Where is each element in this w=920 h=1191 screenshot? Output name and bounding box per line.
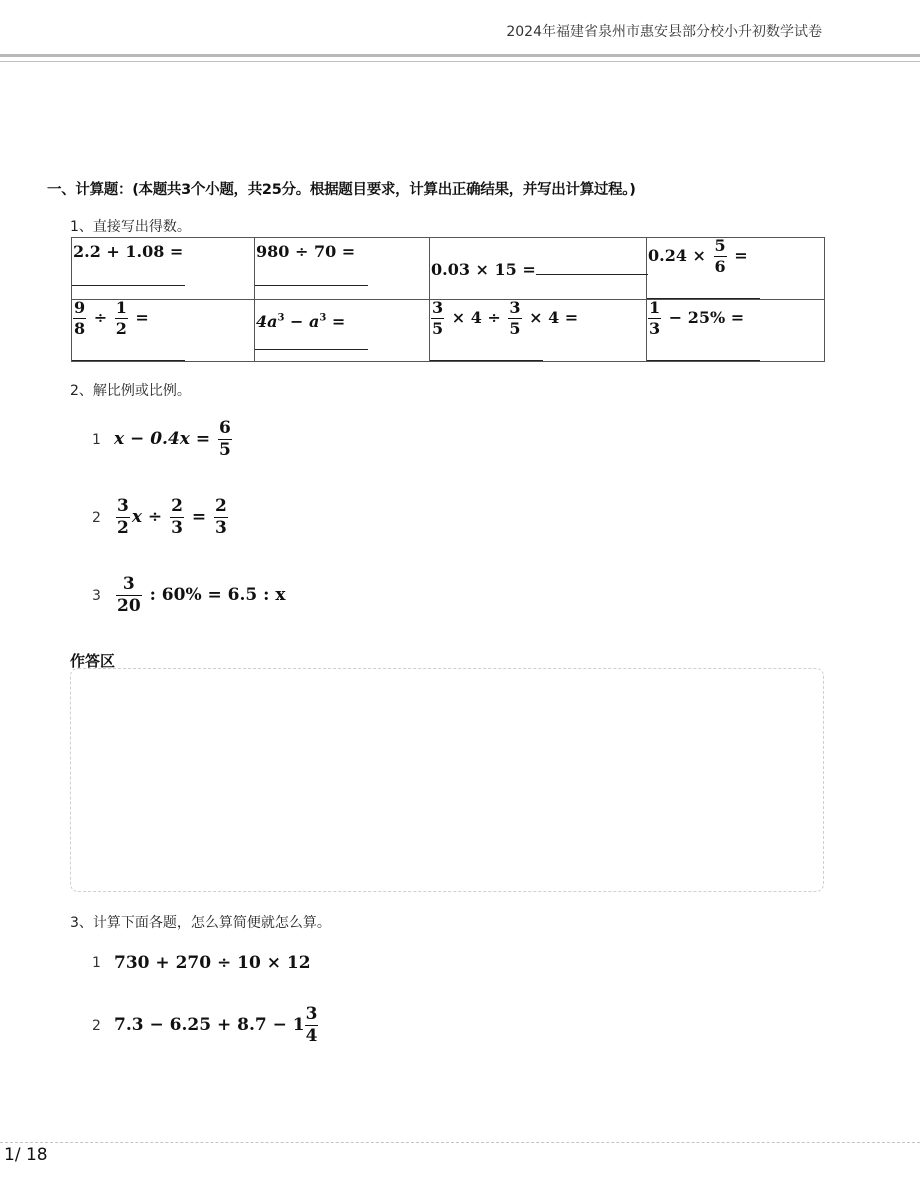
fraction <box>305 1006 319 1045</box>
fraction <box>648 300 661 337</box>
header-divider <box>0 54 920 57</box>
calc-expression <box>648 238 748 275</box>
numerator: 1 <box>649 298 661 317</box>
expr-part: = <box>734 246 748 265</box>
denominator: 2 <box>117 518 129 538</box>
answer-blank[interactable] <box>72 360 185 361</box>
question-3-title: 3、计算下面各题，怎么算简便就怎么算。 <box>70 915 331 931</box>
calc-cell <box>430 300 647 362</box>
calc-cell <box>647 238 825 300</box>
denominator: 8 <box>74 319 86 338</box>
equation-item <box>92 420 234 459</box>
fraction <box>115 300 128 337</box>
item-number: 3 <box>92 587 101 604</box>
numerator: 1 <box>115 298 127 317</box>
page-number: 1/ 18 <box>4 1145 48 1165</box>
answer-area-label: 作答区 <box>70 652 116 670</box>
numerator: 9 <box>74 298 86 317</box>
item-number: 1 <box>92 955 101 971</box>
denominator: 5 <box>432 319 444 338</box>
fraction <box>170 498 184 537</box>
fraction <box>116 576 142 615</box>
fraction <box>116 498 130 537</box>
denominator: 2 <box>115 319 127 338</box>
denominator: 6 <box>714 257 726 276</box>
equation <box>114 576 286 615</box>
calc-expression <box>648 300 744 337</box>
fraction <box>218 420 232 459</box>
calc-expression <box>431 300 578 337</box>
expr-part: = <box>191 507 207 527</box>
expr-part: − a <box>284 312 320 331</box>
fraction <box>73 300 86 337</box>
calc-cell <box>72 300 255 362</box>
calc-expression-text: 0.03 × 15 = <box>431 260 536 279</box>
calc-expression: 2.2 + 1.08 = <box>73 242 184 261</box>
expression: 730 + 270 ÷ 10 × 12 <box>114 953 311 973</box>
item-number: 2 <box>92 509 101 526</box>
numerator: 3 <box>117 496 129 516</box>
answer-blank[interactable] <box>536 260 648 275</box>
denominator: 3 <box>215 518 227 538</box>
denominator: 20 <box>117 596 141 616</box>
fraction <box>714 238 727 275</box>
section-title: 一、计算题：(本题共3个小题，共25分。根据题目要求，计算出正确结果，并写出计算过程。) <box>47 182 636 198</box>
answer-blank[interactable] <box>255 349 368 350</box>
exponent: 3 <box>319 312 327 324</box>
expr-part: × 4 ÷ <box>451 308 501 327</box>
fraction <box>508 300 521 337</box>
numerator: 3 <box>432 298 444 317</box>
expr-part: x − 0.4x = <box>114 429 211 449</box>
answer-area[interactable] <box>70 668 824 892</box>
expr-part: 0.24 × <box>648 246 706 265</box>
equation <box>114 420 234 459</box>
denominator: 5 <box>219 440 231 460</box>
expr-part: x ÷ <box>131 507 163 527</box>
numerator: 3 <box>509 298 521 317</box>
expression <box>114 1006 320 1045</box>
numerator: 2 <box>171 496 183 516</box>
header-divider-thin <box>0 61 920 62</box>
calc-expression <box>431 260 648 279</box>
expr-part: × 4 = <box>529 308 579 327</box>
equation-item <box>92 953 311 973</box>
numerator: 3 <box>305 1004 318 1024</box>
numerator: 6 <box>219 418 231 438</box>
calc-cell <box>255 300 430 362</box>
document-title: 2024年福建省泉州市惠安县部分校小升初数学试卷 <box>506 24 822 40</box>
calc-expression <box>73 300 149 337</box>
expr-part: − 25% = <box>668 308 745 327</box>
fraction <box>431 300 444 337</box>
answer-blank[interactable] <box>647 360 760 361</box>
calc-expression <box>256 312 345 331</box>
denominator: 3 <box>171 518 183 538</box>
expr-part: : 60% = 6.5 : x <box>149 585 286 605</box>
exponent: 3 <box>277 312 285 324</box>
question-2-title: 2、解比例或比例。 <box>70 383 191 399</box>
equation-item <box>92 1006 320 1045</box>
expr-part: = <box>135 308 149 327</box>
equation-item <box>92 576 286 615</box>
denominator: 5 <box>509 319 521 338</box>
footer-divider <box>0 1142 920 1143</box>
question-1-title: 1、直接写出得数。 <box>70 219 191 235</box>
item-number: 2 <box>92 1017 101 1034</box>
denominator: 3 <box>649 319 661 338</box>
expr-part: = <box>326 312 346 331</box>
calc-expression: 980 ÷ 70 = <box>256 242 356 261</box>
numerator: 5 <box>714 236 726 255</box>
expr-part: ÷ <box>93 308 108 327</box>
calculation-table <box>71 237 825 362</box>
expr-part: 7.3 − 6.25 + 8.7 − 1 <box>114 1015 305 1035</box>
calc-cell <box>72 238 255 300</box>
fraction <box>214 498 228 537</box>
denominator: 4 <box>305 1026 318 1046</box>
answer-blank[interactable] <box>72 285 185 286</box>
numerator: 2 <box>215 496 227 516</box>
expr-part: 4a <box>256 312 278 331</box>
equation-item <box>92 498 230 537</box>
calc-cell <box>647 300 825 362</box>
numerator: 3 <box>122 574 135 594</box>
equation <box>114 498 230 537</box>
answer-blank[interactable] <box>430 360 543 361</box>
answer-blank[interactable] <box>255 285 368 286</box>
calc-cell <box>255 238 430 300</box>
item-number: 1 <box>92 431 101 448</box>
calc-cell <box>430 238 647 300</box>
